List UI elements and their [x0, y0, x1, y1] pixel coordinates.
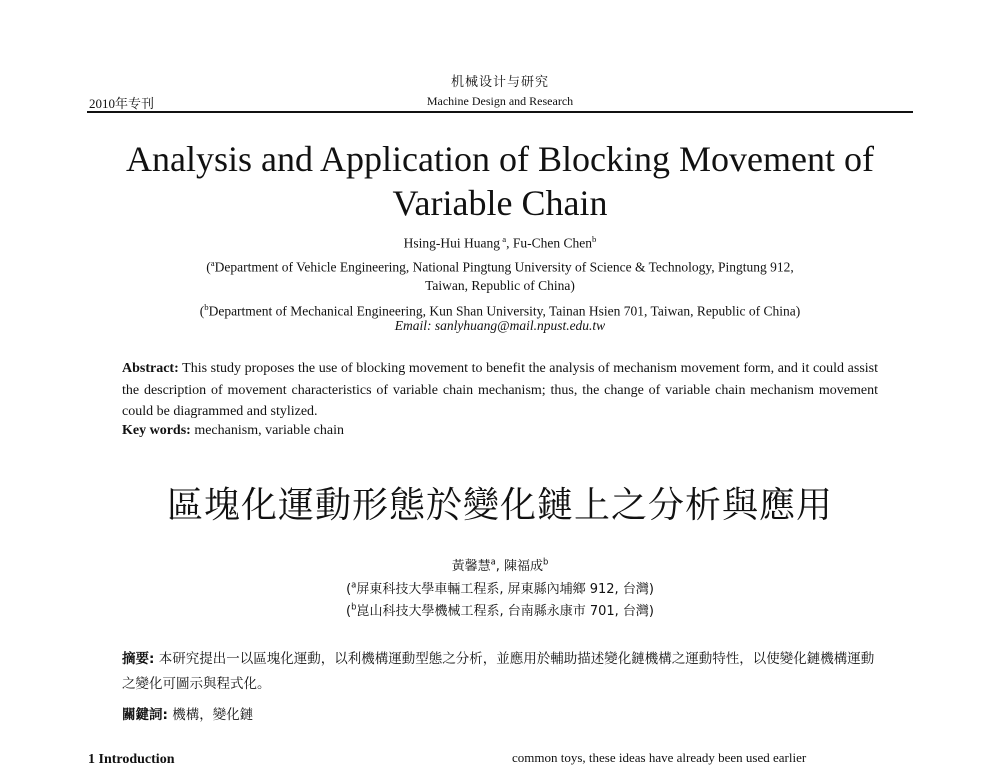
journal-title-cn: 机械设计与研究 — [450, 74, 549, 89]
keywords-label: Key words: — [122, 423, 191, 438]
section-1-heading: 1 Introduction — [88, 752, 175, 767]
author-cn-1: 黃馨慧 — [451, 559, 491, 574]
affiliation-b-text: Department of Mechanical Engineering, Kun Shan University, Tainan Hsien 701, Taiwan, Republic of China) — [208, 303, 801, 319]
issue-label: 2010年专刊 — [89, 96, 155, 111]
affiliation-a-line-1: Department of Vehicle Engineering, National Pingtung University of Science & Technology, Pingtung 912, — [214, 259, 794, 275]
abstract-cn-text: 本研究提出一以區塊化運動，以利機構運動型態之分析，並應用於輔助描述變化鏈機構之運動特性，以使變化鏈機構運動之變化可圖示與程式化。 — [122, 651, 875, 692]
affiliation-cn-b-text: 崑山科技大學機械工程系, 台南縣永康市 701, 台灣) — [356, 604, 654, 619]
affiliation-a: ($^a$Department of Vehicle Engineering, National Pingtung University of Science & Technology, Pingtung 912, Taiwan, Republic of China) — [0, 254, 1000, 295]
title-line-2: Variable Chain — [392, 183, 608, 223]
abstract-cn-label: 摘要: — [122, 651, 155, 667]
journal-title-en: Machine Design and Research — [426, 94, 574, 108]
author-2-mark: b — [591, 234, 597, 244]
body-column-2-text: common toys, these ideas have already been used earlier — [512, 750, 807, 765]
author-cn-1-mark: a — [490, 556, 496, 567]
keywords-cn-label: 關鍵詞: — [122, 707, 168, 723]
keywords-en — [122, 423, 344, 439]
affiliation-a-line-2: Taiwan, Republic of China) — [425, 277, 575, 293]
author-cn-2: 陳福成 — [504, 559, 544, 574]
abstract-text: This study proposes the use of blocking movement to benefit the analysis of mechanism movement form, and it could assist the description of movement characteristics of variable chain mechanism; thus, the change of variable chain mechanism movement could be diagrammed and stylized. — [122, 361, 879, 419]
author-1: Hsing-Hui Huang — [403, 235, 500, 251]
affiliation-cn-a-text: 屏東科技大學車輛工程系, 屏東縣內埔鄉 912, 台灣) — [356, 582, 654, 597]
affiliation-cn-b: ($^b$崑山科技大學機械工程系, 台南縣永康市 701, 台灣) — [346, 601, 654, 619]
author-cn-2-mark: b — [543, 556, 549, 567]
abstract-label: Abstract: — [122, 361, 179, 376]
keywords-cn — [122, 703, 253, 723]
authors-en: Hsing-Hui Huang $^a$, Fu-Chen Chen$^b$ — [403, 234, 597, 251]
affiliation-cn-a: ($^a$屏東科技大學車輛工程系, 屏東縣內埔鄉 912, 台灣) — [346, 579, 654, 597]
author-1-mark: a — [502, 234, 507, 244]
keywords-cn-text: 機構，變化鏈 — [172, 707, 254, 723]
affiliation-b-mark: b — [204, 302, 209, 312]
affiliation-cn-a-mark: a — [351, 579, 357, 590]
affiliation-a-mark: a — [210, 258, 215, 268]
keywords-text: mechanism, variable chain — [194, 423, 344, 438]
affiliation-cn-b-mark: b — [351, 601, 357, 612]
email: Email: sanlyhuang@mail.npust.edu.tw — [394, 318, 606, 333]
title-line-1: Analysis and Application of Blocking Movement of — [126, 139, 874, 179]
abstract-cn — [122, 647, 878, 697]
author-2: Fu-Chen Chen — [512, 235, 592, 251]
paper-title-cn: 區塊化運動形態於變化鏈上之分析與應用 — [166, 485, 833, 526]
affiliation-b: ($^b$Department of Mechanical Engineering, Kun Shan University, Tainan Hsien 701, Taiwan, Republic of China) — [199, 302, 801, 319]
paper-title-en — [0, 137, 1000, 225]
abstract-en — [122, 358, 878, 423]
header-rule — [87, 111, 913, 113]
authors-cn: 黃馨慧$^a$, 陳福成$^b$ — [451, 556, 549, 574]
